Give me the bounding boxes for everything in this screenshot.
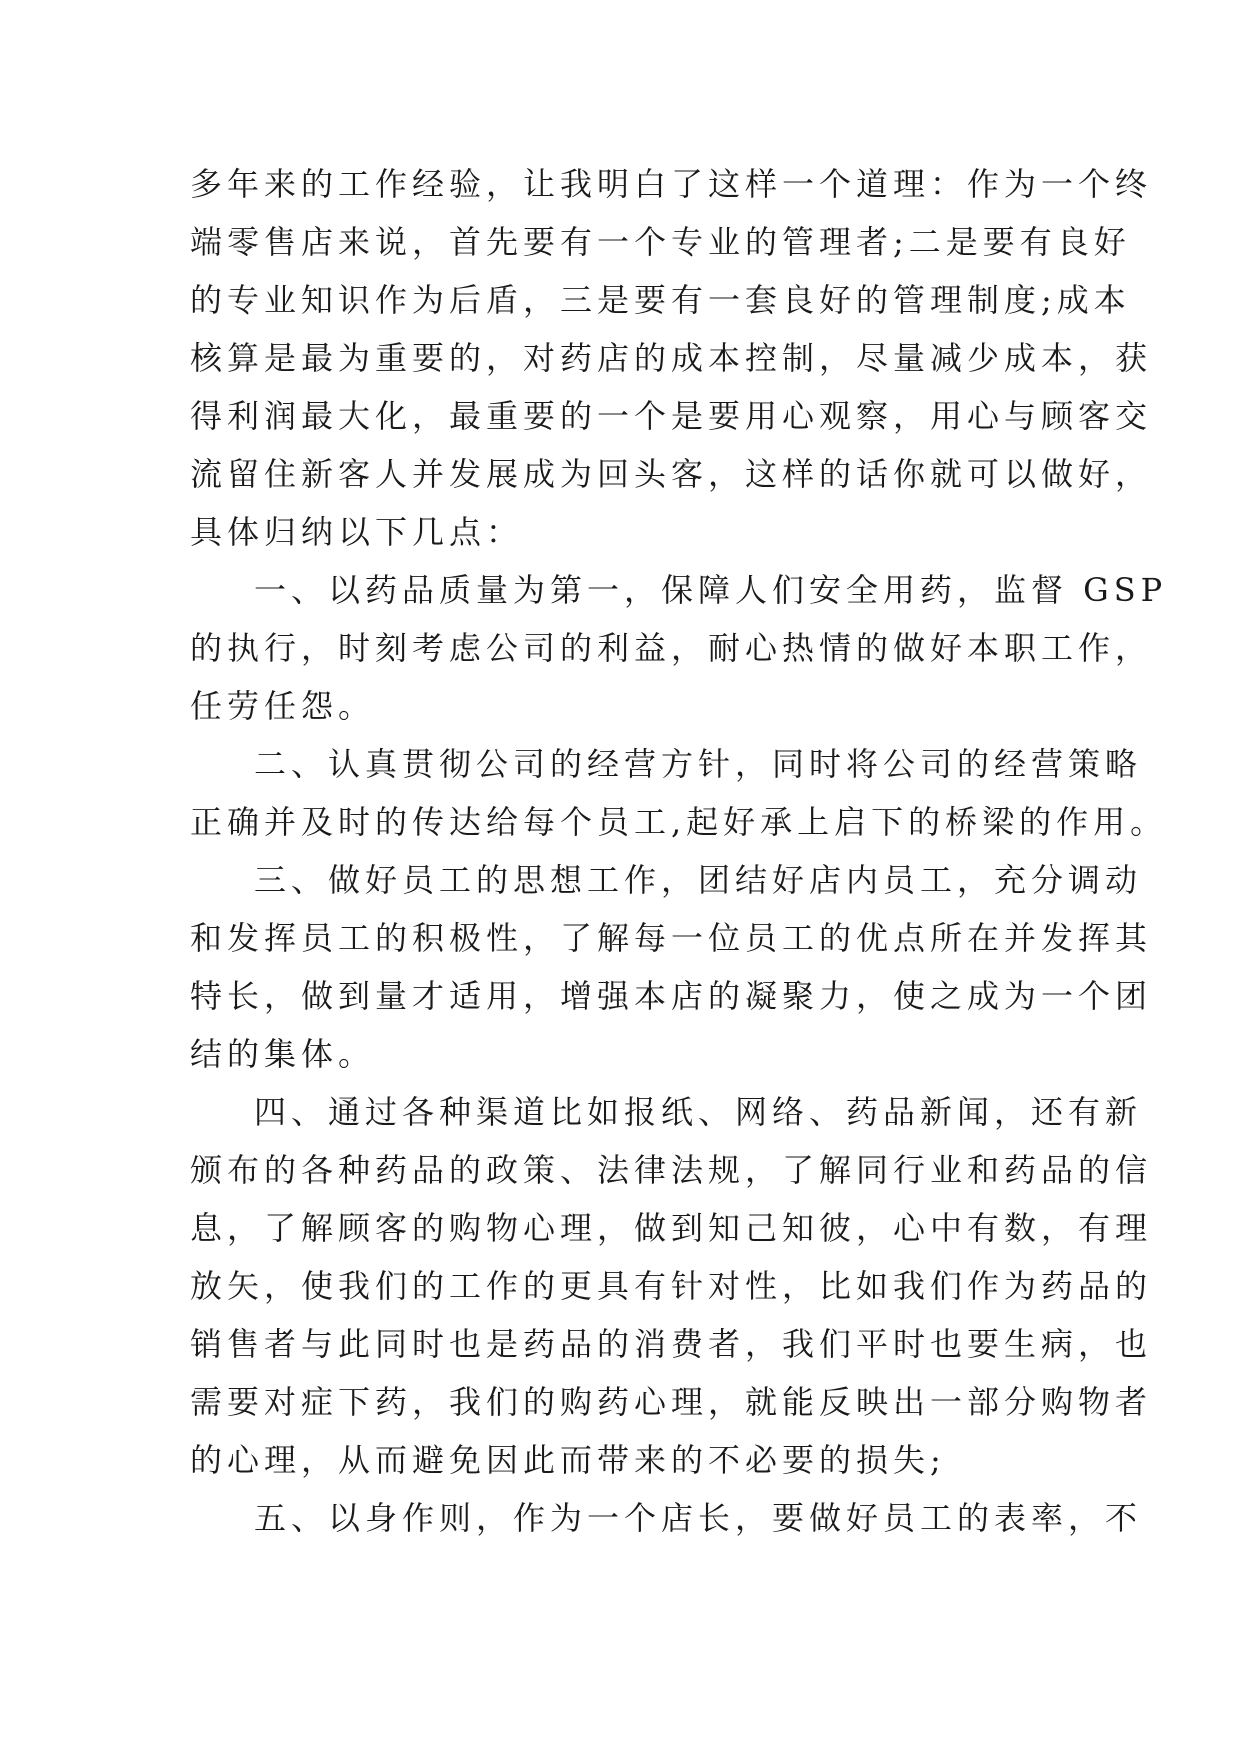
text-line: 二、认真贯彻公司的经营方针，同时将公司的经营策略 [254,745,1143,783]
text-line: 一、以药品质量为第一，保障人们安全用药，监督 GSP [254,571,1168,609]
text-line: 四、通过各种渠道比如报纸、网络、药品新闻，还有新 [254,1093,1143,1131]
text-line: 多年来的工作经验，让我明白了这样一个道理：作为一个终 [190,165,1153,203]
text-line: 特长，做到量才适用，增强本店的凝聚力，使之成为一个团 [190,977,1153,1015]
text-line: 具体归纳以下几点： [190,513,524,551]
text-line: 三、做好员工的思想工作，团结好店内员工，充分调动 [254,861,1143,899]
text-line: 放矢，使我们的工作的更具有针对性，比如我们作为药品的 [190,1267,1153,1305]
text-line: 销售者与此同时也是药品的消费者，我们平时也要生病，也 [190,1325,1153,1363]
text-line: 息，了解顾客的购物心理，做到知己知彼，心中有数，有理 [190,1209,1153,1247]
text-line: 核算是最为重要的，对药店的成本控制，尽量减少成本，获 [190,339,1153,377]
text-line: 的心理，从而避免因此而带来的不必要的损失; [190,1441,946,1479]
text-line: 得利润最大化，最重要的一个是要用心观察，用心与顾客交 [190,397,1153,435]
text-line: 结的集体。 [190,1035,376,1073]
text-line: 颁布的各种药品的政策、法律法规，了解同行业和药品的信 [190,1151,1153,1189]
text-line: 流留住新客人并发展成为回头客，这样的话你就可以做好， [190,455,1153,493]
text-line: 的执行，时刻考虑公司的利益，耐心热情的做好本职工作， [190,629,1153,667]
text-line: 五、以身作则，作为一个店长，要做好员工的表率，不 [254,1499,1143,1537]
text-line: 端零售店来说，首先要有一个专业的管理者;二是要有良好 [190,223,1131,261]
text-line: 和发挥员工的积极性，了解每一位员工的优点所在并发挥其 [190,919,1153,957]
text-line: 需要对症下药，我们的购药心理，就能反映出一部分购物者 [190,1383,1153,1421]
text-line: 任劳任怨。 [190,687,376,725]
text-line: 的专业知识作为后盾，三是要有一套良好的管理制度;成本 [190,281,1131,319]
document-body [190,155,1168,1547]
text-line: 正确并及时的传达给每个员工,起好承上启下的桥梁的作用。 [190,803,1168,841]
